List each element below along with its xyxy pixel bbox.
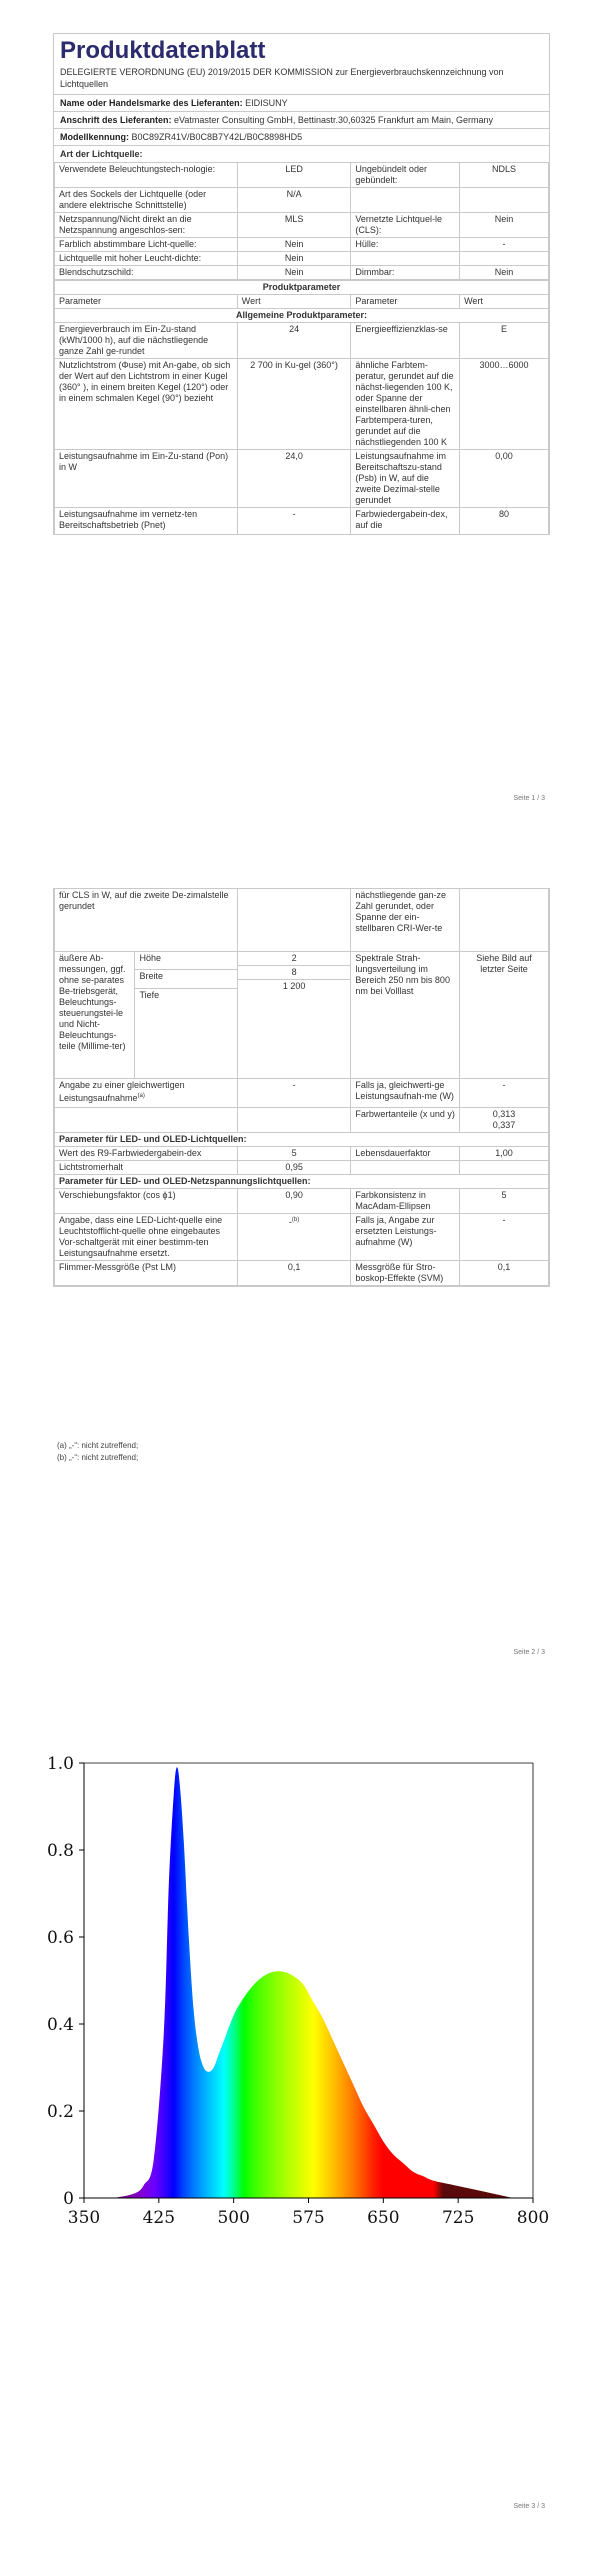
x-tick-label: 650 xyxy=(367,2208,400,2228)
table-cell: Farblich abstimmbare Licht-quelle: xyxy=(55,238,238,252)
table-cell: Angabe, dass eine LED-Licht-quelle eine Leuchtstofflicht-quelle ohne eingebautes Vor-schaltgerät mit einer bestimm-ten Leistungsaufnahme ersetzt. xyxy=(55,1214,238,1261)
light-type-header: Art der Lichtquelle: xyxy=(54,145,549,162)
equiv-label: Angabe zu einer gleichwertigen Leistungsaufnahme xyxy=(59,1080,185,1103)
spectrum-area xyxy=(114,1767,513,2198)
chroma-x: 0,313 xyxy=(492,1109,516,1119)
table-cell: Verwendete Beleuchtungstech-nologie: xyxy=(55,163,238,188)
table-cell: Ungebündelt oder gebündelt: xyxy=(351,163,460,188)
table-cell: E xyxy=(460,323,549,359)
table-cell: Art des Sockels der Lichtquelle (oder andere elektrische Schnittstelle) xyxy=(55,188,238,213)
footnote-ref: (b) xyxy=(291,1217,300,1223)
led-params-header: Parameter für LED- und OLED-Lichtquellen: xyxy=(55,1133,549,1147)
cell: nächstliegende gan-ze Zahl gerundet, oder Spanne der ein-stellbaren CRI-Wer-te xyxy=(351,889,460,952)
y-tick-label: 0.2 xyxy=(46,2102,74,2122)
col-header: Wert xyxy=(460,295,549,309)
table-cell: Nein xyxy=(237,266,351,280)
table-cell: Nutzlichtstrom (Φuse) mit An-gabe, ob sich der Wert auf den Lichtstrom in einer Kugel (360° ), in einem breiten Kegel (120°) oder in einem schmalen Kegel (90°) bezieht xyxy=(55,359,238,450)
cell-text: Farbwiedergabein-dex, auf die xyxy=(355,509,448,530)
dim-width: 8 xyxy=(238,966,351,980)
table-cell: 0,90 xyxy=(237,1189,351,1214)
address: eVatmaster Consulting GmbH, Bettinastr.30,60325 Frankfurt am Main, Germany xyxy=(174,115,494,125)
dim-label: Tiefe xyxy=(135,988,237,1006)
x-tick-label: 575 xyxy=(292,2208,325,2228)
table-cell: 5 xyxy=(460,1189,549,1214)
footnote-a: (a) „-“: nicht zutreffend; xyxy=(57,1441,139,1450)
table-cell: Vernetzte Lichtquel-le (CLS): xyxy=(351,213,460,238)
mains-params-header: Parameter für LED- und OLED-Netzspannungslichtquellen: xyxy=(55,1175,549,1189)
dim-label: Breite xyxy=(135,970,237,988)
col-header: Parameter xyxy=(351,295,460,309)
cell: Falls ja, gleichwerti-ge Leistungsaufnah-me (W) xyxy=(351,1079,460,1108)
table-cell: 0,00 xyxy=(460,450,549,508)
table-cell: Lichtquelle mit hoher Leucht-dichte: xyxy=(55,252,238,266)
table-cell: MLS xyxy=(237,213,351,238)
table-cell: Leistungsaufnahme im Ein-Zu-stand (Pon) in W xyxy=(55,450,238,508)
table-cell: NDLS xyxy=(460,163,549,188)
table-cell: Hülle: xyxy=(351,238,460,252)
table-cell: Nein xyxy=(460,266,549,280)
supplier-name: EIDISUNY xyxy=(245,98,288,108)
footnote-b: (b) „-“: nicht zutreffend; xyxy=(57,1453,139,1462)
cell: für CLS in W, auf die zweite De-zimalstelle gerundet xyxy=(55,889,238,952)
dimensions-label: äußere Ab-messungen, ggf. ohne se-parates Be-triebsgerät, Beleuchtungs-steuerungstei-le und Nicht-Beleuchtungs-teile (Millime-ter) xyxy=(55,952,135,1078)
table-cell: Blendschutzschild: xyxy=(55,266,238,280)
y-tick-label: 0.4 xyxy=(46,2015,74,2035)
table-cell: 0,1 xyxy=(237,1261,351,1286)
table-cell: 2 700 in Ku-gel (360°) xyxy=(237,359,351,450)
table-cell: 24 xyxy=(237,323,351,359)
table-cell: Leistungsaufnahme im Bereitschaftszu-stand (Psb) in W, auf die zweite Dezimal-stelle gerundet xyxy=(351,450,460,508)
col-header: Wert xyxy=(237,295,351,309)
footnote-ref: (a) xyxy=(137,1093,145,1099)
table-cell: LED xyxy=(237,163,351,188)
cell: - xyxy=(460,1079,549,1108)
table-cell: Verschiebungsfaktor (cos ϕ1) xyxy=(55,1189,238,1214)
table-cell: Falls ja, Angabe zur ersetzten Leistungs-aufnahme (W) xyxy=(351,1214,460,1261)
table-cell: Energieverbrauch im Ein-Zu-stand (kWh/1000 h), auf die nächstliegende ganze Zahl ge-rundet xyxy=(55,323,238,359)
supplier-name-label: Name oder Handelsmarke des Lieferanten: xyxy=(60,98,243,108)
x-tick-label: 500 xyxy=(217,2208,250,2228)
table-cell: - xyxy=(460,1214,549,1261)
table-cell: 1,00 xyxy=(460,1147,549,1161)
address-label: Anschrift des Lieferanten: xyxy=(60,115,172,125)
page-number: Seite 1 / 3 xyxy=(513,795,545,802)
table-cell: Nein xyxy=(237,252,351,266)
x-tick-label: 425 xyxy=(142,2208,176,2228)
x-tick-label: 800 xyxy=(516,2208,550,2228)
general-params-header: Allgemeine Produktparameter: xyxy=(55,309,549,323)
x-tick-label: 350 xyxy=(67,2208,101,2228)
y-tick-label: 0.6 xyxy=(46,1928,74,1948)
cell-text: Leistungsaufnahme im vernetz-ten Bereitschaftsbetrieb (Pnet) xyxy=(59,509,198,530)
x-tick-label: 725 xyxy=(441,2208,475,2228)
table-cell: Flimmer-Messgröße (Pst LM) xyxy=(55,1261,238,1286)
table-cell: Farbkonsistenz in MacAdam-Ellipsen xyxy=(351,1189,460,1214)
table-cell: N/A xyxy=(237,188,351,213)
chroma-y: 0,337 xyxy=(492,1120,516,1130)
y-tick-label: 1.0 xyxy=(46,1754,74,1774)
cell-text: - xyxy=(292,509,296,519)
model-label: Modellkennung: xyxy=(60,132,129,142)
table-cell: Dimmbar: xyxy=(351,266,460,280)
page-title: Produktdatenblatt xyxy=(60,37,266,64)
cell: - xyxy=(237,1079,351,1108)
table-cell: Nein xyxy=(237,238,351,252)
page-number: Seite 2 / 3 xyxy=(513,1649,545,1656)
chroma-label: Farbwertanteile (x und y) xyxy=(351,1108,460,1133)
table-cell: 5 xyxy=(237,1147,351,1161)
table-cell: Lichtstromerhalt xyxy=(55,1161,238,1175)
table-cell: Netzspannung/Nicht direkt an die Netzspannung angeschlos-sen: xyxy=(55,213,238,238)
table-cell: 0,95 xyxy=(237,1161,351,1175)
y-tick-label: 0.8 xyxy=(46,1841,74,1861)
table-cell: 3000…6000 xyxy=(460,359,549,450)
regulation-intro: DELEGIERTE VERORDNUNG (EU) 2019/2015 DER KOMMISSION zur Energieverbrauchskennzeichnung von Lichtquellen xyxy=(60,67,504,89)
y-tick-label: 0 xyxy=(63,2189,74,2209)
table-cell: 0,1 xyxy=(460,1261,549,1286)
table-cell: - xyxy=(460,238,549,252)
cell-text: - xyxy=(288,1217,292,1227)
spectral-label: Spektrale Strah-lungsverteilung im Bereich 250 nm bis 800 nm bei Volllast xyxy=(351,952,460,1079)
dim-depth: 1 200 xyxy=(282,981,306,991)
spectral-value: Siehe Bild auf letzter Seite xyxy=(460,952,549,1079)
model-id: B0C89ZR41V/B0C8B7Y42L/B0C8898HD5 xyxy=(131,132,303,142)
table-cell: Wert des R9-Farbwiedergabein-dex xyxy=(55,1147,238,1161)
table-cell: ähnliche Farbtem-peratur, gerundet auf die nächst-liegenden 100 K, oder Spanne der einstellbaren ähnli-chen Farbtempera-turen, gerundet auf die nächstliegenden 100 K xyxy=(351,359,460,450)
table-cell: Messgröße für Stro-boskop-Effekte (SVM) xyxy=(351,1261,460,1286)
col-header: Parameter xyxy=(55,295,238,309)
dim-label: Höhe xyxy=(135,952,237,970)
table-cell: Lebensdauerfaktor xyxy=(351,1147,460,1161)
dim-height: 2 xyxy=(238,952,351,966)
product-params-header: Produktparameter xyxy=(55,281,549,295)
table-cell: Nein xyxy=(460,213,549,238)
cell-text: 80 xyxy=(499,509,510,519)
table-cell: 24,0 xyxy=(237,450,351,508)
page-number: Seite 3 / 3 xyxy=(513,2503,545,2510)
table-cell: Energieeffizienzklas-se xyxy=(351,323,460,359)
